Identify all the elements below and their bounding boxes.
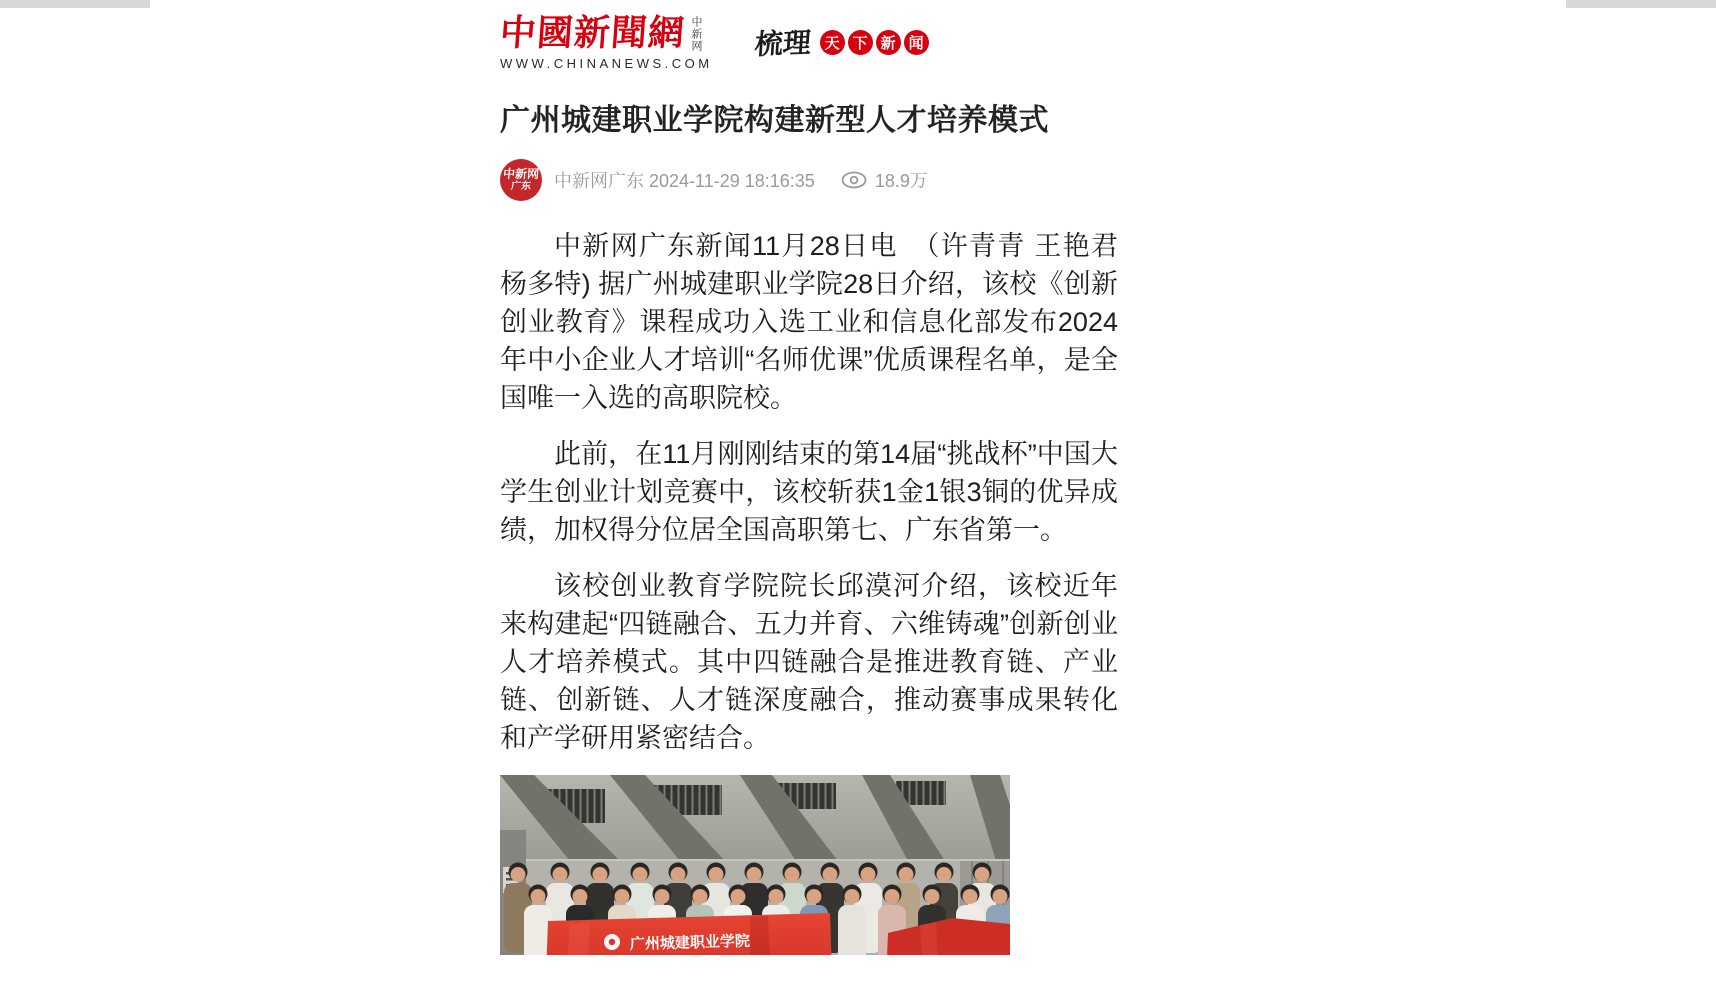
source-name: 中新网广东 [554,171,644,191]
eye-icon [841,171,867,189]
paragraph-3: 该校创业教育学院院长邱漠河介绍，该校近年来构建起“四链融合、五力并育、六维铸魂”创新创业人才培养模式。其中四链融合是推进教育链、产业链、创新链、人才链深度融合，推动赛事成果转化和产学研用紧密结合。 [500,571,1118,753]
paragraph-1: 中新网广东新闻11月28日电 （许青青 王艳君 杨多特) 据广州城建职业学院28日介绍，该校《创新创业教育》课程成功入选工业和信息化部发布2024年中小企业人才培训“名师优课”优质课程名单，是全国唯一入选的高职院校。 [500,231,1118,413]
slogan-seal-2: 下 [848,30,873,55]
byline [500,159,1118,201]
slogan-seal-1: 天 [820,30,845,55]
source-avatar[interactable] [500,159,542,201]
logo-side-text: 中新网 [690,16,703,52]
logo-brand-text: 中國新聞網 [498,12,687,54]
page-edge-artifact-right [1566,0,1716,8]
avatar-text-top: 中新网 [502,167,540,181]
article-photo[interactable] [500,775,1010,955]
avatar-text-bottom: 广东 [510,181,532,192]
view-counter [841,167,928,193]
banner-text: 广州城建职业学院 [629,932,751,953]
paragraph-2: 此前，在11月刚刚结束的第14届“挑战杯”中国大学生创业计划竞赛中，该校斩获1金1银3铜的优异成绩，加权得分位居全国高职第七、广东省第一。 [500,439,1118,545]
publish-datetime: 2024-11-29 18:16:35 [649,171,815,191]
view-count: 18.9万 [874,171,928,191]
article-title: 广州城建职业学院构建新型人才培养模式 [500,104,1049,137]
article-body [500,227,1118,757]
site-header [500,0,1118,71]
logo-url-text: WWW.CHINANEWS.COM [500,56,713,71]
chinanews-logo[interactable] [500,14,713,71]
source-and-date[interactable] [554,167,815,193]
logo-slogan [755,22,929,62]
group-photo-illustration [500,775,1010,955]
article-page [500,0,1118,955]
slogan-seal-4: 闻 [904,30,929,55]
slogan-prefix-text: 梳理 [753,26,812,61]
page-edge-artifact-left [0,0,150,8]
slogan-seal-3: 新 [876,30,901,55]
